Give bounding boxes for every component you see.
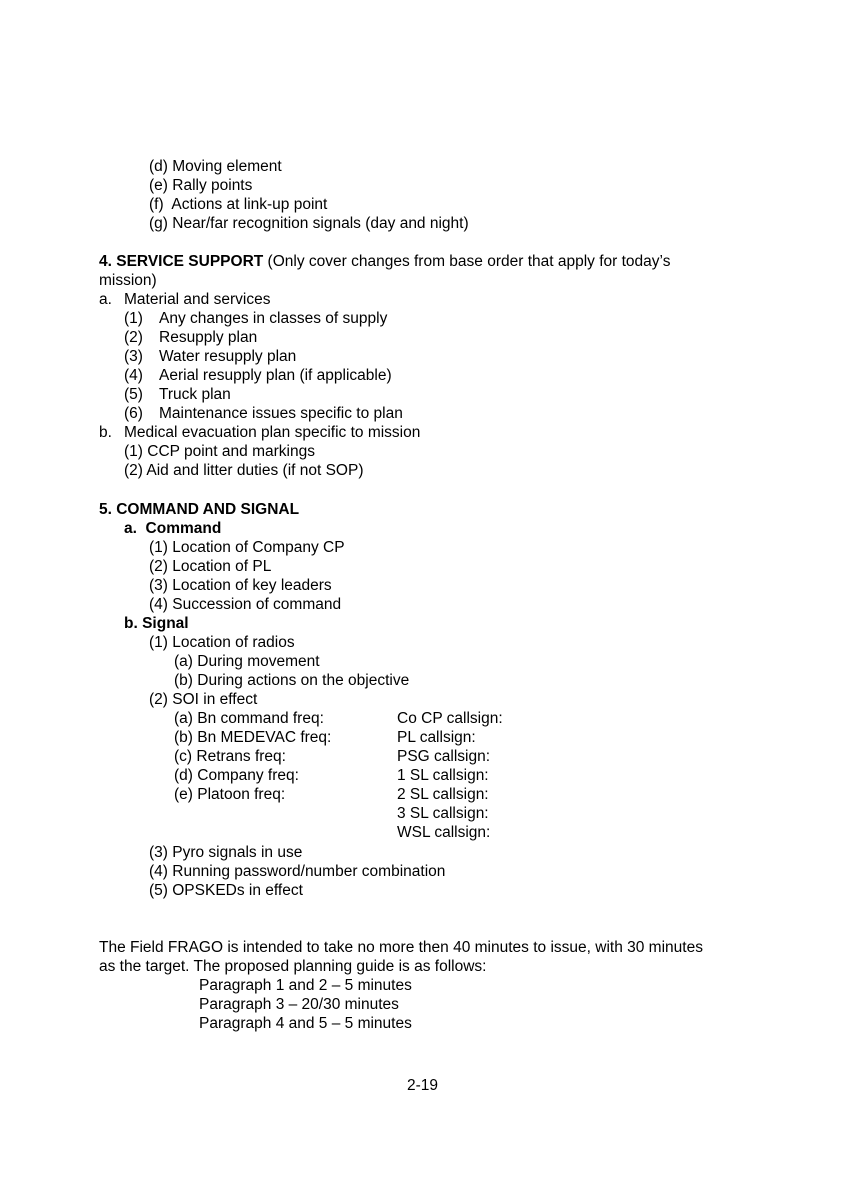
- freq-field-label: (e) Platoon freq:: [174, 786, 286, 803]
- list-item: (f) Actions at link-up point: [149, 196, 328, 213]
- planning-guide-item: Paragraph 3 – 20/30 minutes: [199, 996, 399, 1013]
- page-number: 2-19: [407, 1077, 439, 1094]
- subsection-command-heading: a. Command: [124, 520, 222, 537]
- item-text: Maintenance issues specific to plan: [159, 405, 403, 422]
- item-number: (3): [124, 348, 143, 365]
- subsection-letter: b.: [99, 424, 112, 441]
- section-heading: 4. SERVICE SUPPORT: [99, 253, 264, 270]
- subsection-label: Medical evacuation plan specific to mission: [124, 424, 421, 441]
- item-text: Water resupply plan: [159, 348, 297, 365]
- service-support-heading-line: [99, 252, 670, 271]
- list-item: (4) Running password/number combination: [149, 863, 446, 880]
- subsection-signal-heading: b. Signal: [124, 615, 189, 632]
- list-item: (1) Location of Company CP: [149, 539, 345, 556]
- callsign-field-label: PL callsign:: [397, 729, 476, 746]
- item-text: Resupply plan: [159, 329, 258, 346]
- list-item: (2) Location of PL: [149, 558, 272, 575]
- callsign-field-label: 1 SL callsign:: [397, 767, 489, 784]
- list-item: [124, 309, 387, 328]
- item-number: (5): [124, 386, 143, 403]
- section-heading: 5. COMMAND AND SIGNAL: [99, 501, 300, 518]
- section-note: mission): [99, 272, 157, 289]
- item-number: (4): [124, 367, 143, 384]
- item-text: Aerial resupply plan (if applicable): [159, 367, 392, 384]
- item-text: Truck plan: [159, 386, 231, 403]
- list-item: (e) Rally points: [149, 177, 253, 194]
- planning-guide-item: Paragraph 4 and 5 – 5 minutes: [199, 1015, 412, 1032]
- item-number: (6): [124, 405, 143, 422]
- callsign-field-label: WSL callsign:: [397, 824, 491, 841]
- list-item: (1) Location of radios: [149, 634, 295, 651]
- list-item: (1) CCP point and markings: [124, 443, 315, 460]
- planning-guide-item: Paragraph 1 and 2 – 5 minutes: [199, 977, 412, 994]
- list-item: (b) During actions on the objective: [174, 672, 410, 689]
- subsection-letter: a.: [99, 291, 112, 308]
- callsign-field-label: 3 SL callsign:: [397, 805, 489, 822]
- item-number: (2): [124, 329, 143, 346]
- item-number: (1): [124, 310, 143, 327]
- callsign-field-label: Co CP callsign:: [397, 710, 503, 727]
- closing-paragraph-line: The Field FRAGO is intended to take no more then 40 minutes to issue, with 30 minutes: [99, 939, 703, 956]
- list-item: [124, 385, 231, 404]
- freq-field-label: (b) Bn MEDEVAC freq:: [174, 729, 332, 746]
- item-text: Any changes in classes of supply: [159, 310, 388, 327]
- section-note: (Only cover changes from base order that apply for today’s: [263, 253, 671, 270]
- list-item: (4) Succession of command: [149, 596, 342, 613]
- freq-field-label: (c) Retrans freq:: [174, 748, 286, 765]
- list-item: [124, 404, 403, 423]
- list-item: (5) OPSKEDs in effect: [149, 882, 303, 899]
- list-item: [124, 328, 257, 347]
- list-item: [124, 366, 392, 385]
- list-item: [124, 347, 296, 366]
- closing-paragraph-line: as the target. The proposed planning guide is as follows:: [99, 958, 487, 975]
- subsection-label: Material and services: [124, 291, 271, 308]
- list-item: (2) SOI in effect: [149, 691, 258, 708]
- list-item: (2) Aid and litter duties (if not SOP): [124, 462, 364, 479]
- list-item: (a) During movement: [174, 653, 320, 670]
- subsection-material-services: [99, 290, 270, 309]
- subsection-medevac: [99, 423, 420, 442]
- list-item: (3) Pyro signals in use: [149, 844, 303, 861]
- freq-field-label: (d) Company freq:: [174, 767, 299, 784]
- list-item: (3) Location of key leaders: [149, 577, 332, 594]
- freq-field-label: (a) Bn command freq:: [174, 710, 324, 727]
- list-item: (g) Near/far recognition signals (day and night): [149, 215, 469, 232]
- callsign-field-label: 2 SL callsign:: [397, 786, 489, 803]
- callsign-field-label: PSG callsign:: [397, 748, 491, 765]
- list-item: (d) Moving element: [149, 158, 282, 175]
